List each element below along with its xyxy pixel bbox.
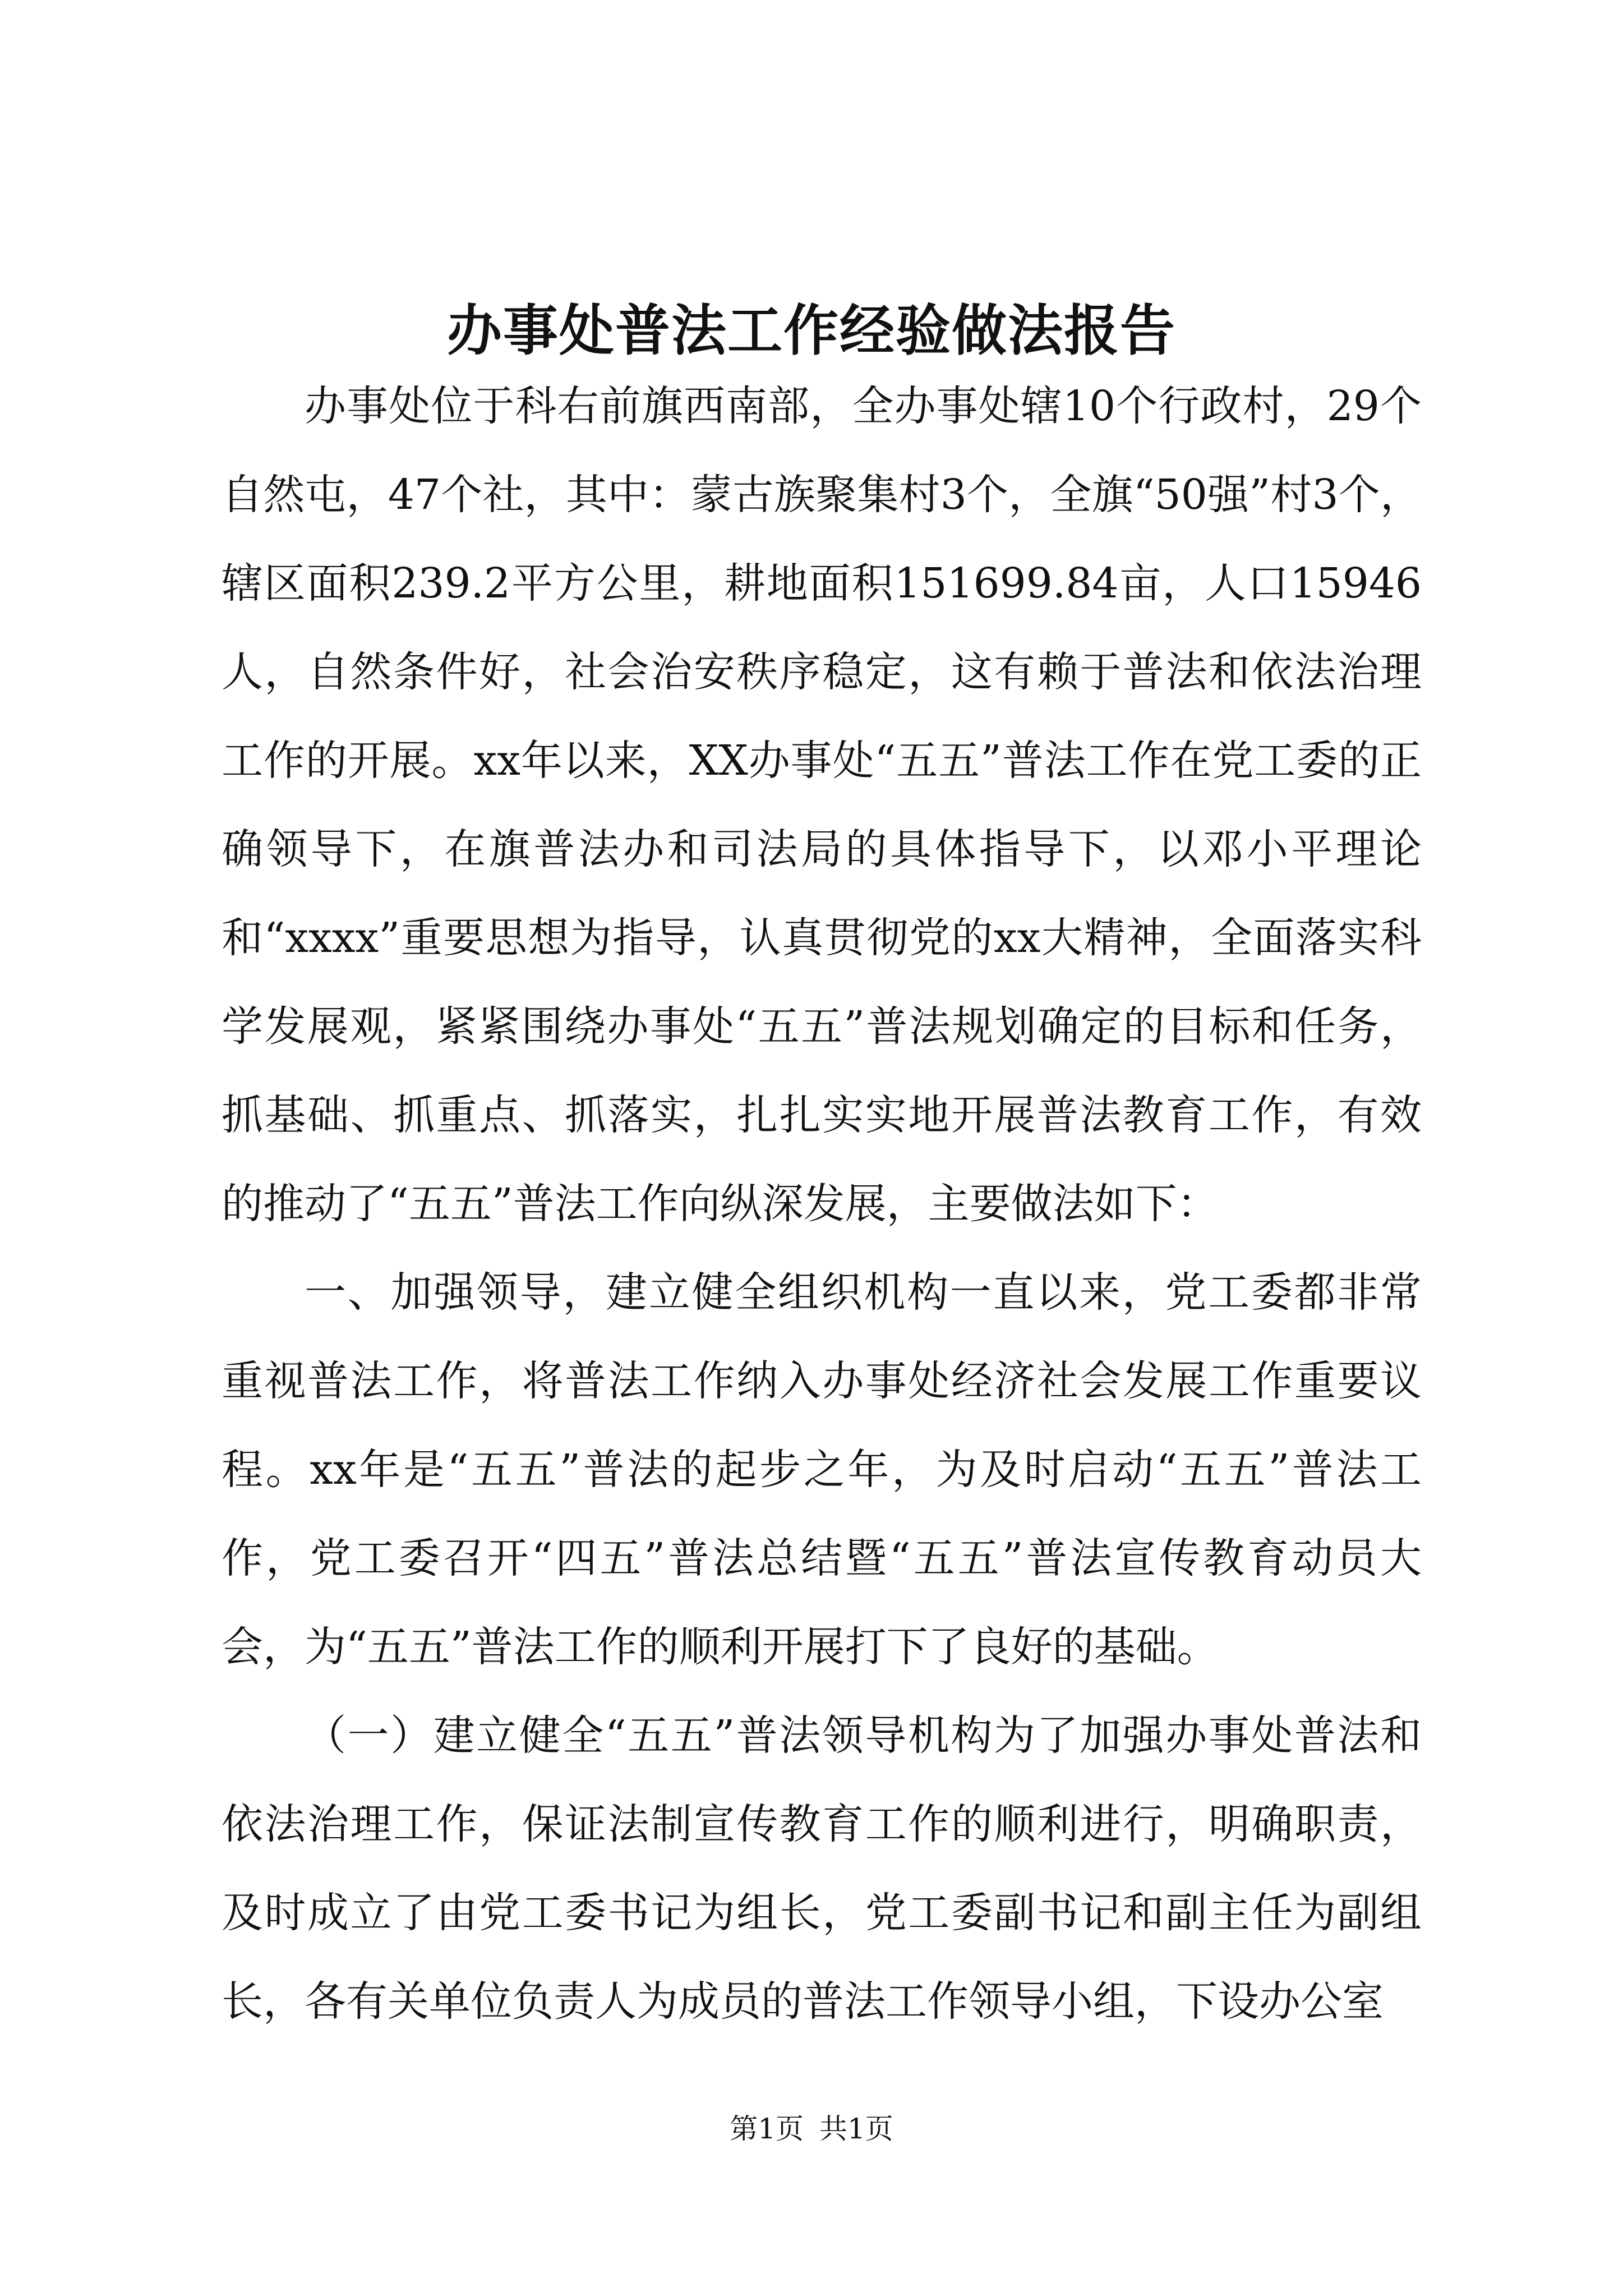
document-body — [222, 362, 1422, 2046]
paragraph-subsection-one: （一）建立健全“五五”普法领导机构为了加强办事处普法和依法治理工作，保证法制宣传教育工作的顺利进行，明确职责，及时成立了由党工委书记为组长，党工委副书记和副主任为副组长，各有关单位负责人为成员的普法工作领导小组，下设办公室 — [222, 1711, 1422, 2026]
document-title: 办事处普法工作经验做法报告 — [446, 298, 1176, 363]
paragraph-intro: 办事处位于科右前旗西南部，全办事处辖10个行政村，29个自然屯，47个社，其中：蒙古族聚集村3个，全旗“50强”村3个，辖区面积239.2平方公里，耕地面积151699.84亩，人口15946人，自然条件好，社会治安秩序稳定，这有赖于普法和依法治理工作的开展。xx年以来，XX办事处“五五”普法工作在党工委的正确领导下，在旗普法办和司法局的具体指导下，以邓小平理论和“xxxx”重要思想为指导，认真贯彻党的xx大精神，全面落实科学发展观，紧紧围绕办事处“五五”普法规划确定的目标和任务，抓基础、抓重点、抓落实，扎扎实实地开展普法教育工作，有效的推动了“五五”普法工作向纵深发展，主要做法如下： — [222, 382, 1422, 1228]
paragraph-section-one: 一、加强领导，建立健全组织机构一直以来，党工委都非常重视普法工作，将普法工作纳入办事处经济社会发展工作重要议程。xx年是“五五”普法的起步之年，为及时启动“五五”普法工作，党工委召开“四五”普法总结暨“五五”普法宣传教育动员大会，为“五五”普法工作的顺利开展打下了良好的基础。 — [222, 1268, 1422, 1671]
page-footer — [0, 2109, 1623, 2148]
page-total: 共1页 — [819, 2113, 893, 2145]
page-number: 第1页 — [730, 2113, 804, 2145]
